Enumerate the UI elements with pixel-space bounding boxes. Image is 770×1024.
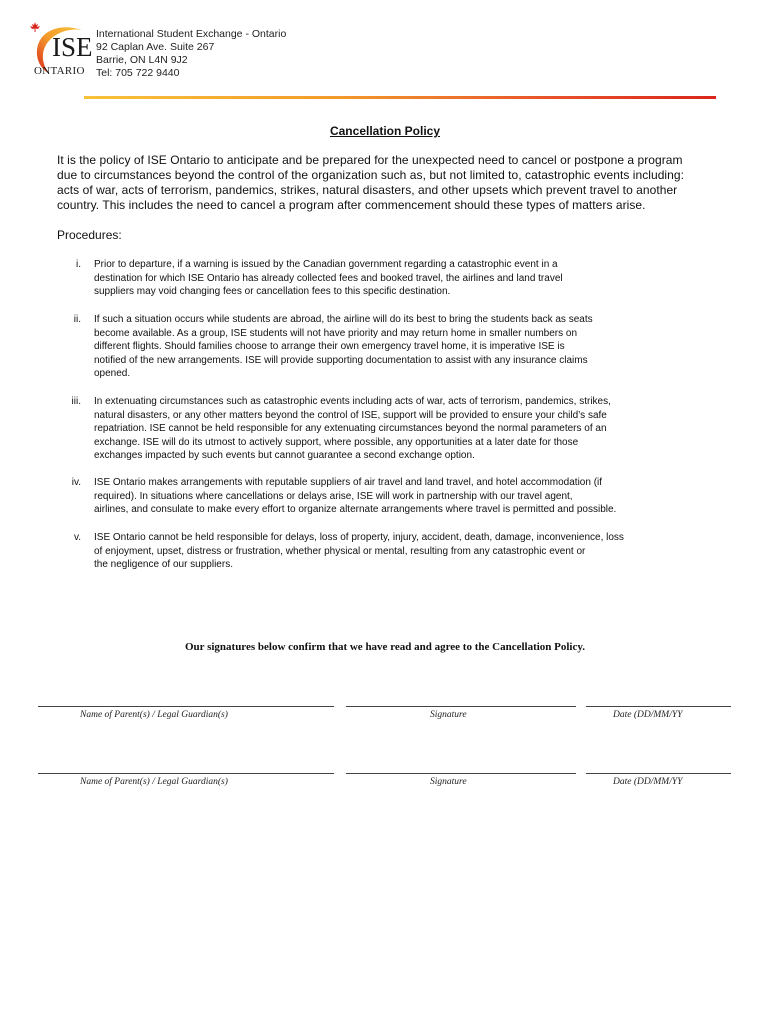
signature-field-line[interactable]	[346, 773, 576, 774]
item-number: ii.	[73, 314, 81, 325]
item-line: become available. As a group, ISE students will not have priority and may return home in smaller numbers on	[94, 327, 578, 339]
item-line: exchange. ISE will do its utmost to actively support, where possible, any opportunities at a later date for those	[94, 436, 579, 448]
item-number: i.	[76, 259, 81, 270]
signature-label: Signature	[430, 710, 467, 720]
letterhead	[30, 22, 720, 100]
item-line: If such a situation occurs while students are abroad, the airline will do its best to bring the students back as seats	[94, 314, 593, 325]
item-line: ISE Ontario makes arrangements with reputable suppliers of air travel and land travel, and hotel accommodation (if	[94, 477, 603, 488]
name-label: Name of Parent(s) / Legal Guardian(s)	[80, 710, 228, 720]
ise-ontario-logo	[30, 22, 106, 94]
item-line: destination for which ISE Ontario has already collected fees and booked travel, the airlines and land travel	[94, 272, 563, 284]
item-line: natural disasters, or any other matters beyond the control of ISE, support will be provided to ensure your child’s safe	[94, 409, 607, 421]
intro-line: due to circumstances beyond the control of the organization such as, but not limited to, catastrophic events including:	[57, 168, 684, 182]
item-line: required). In situations where cancellations or delays arise, ISE will work in partnership with our travel agent,	[94, 490, 573, 502]
item-number: iii.	[71, 396, 81, 407]
address-line: 92 Caplan Ave. Suite 267	[96, 41, 215, 53]
signature-row	[38, 706, 738, 736]
item-number: iv.	[71, 477, 81, 488]
item-line: notified of the new arrangements. ISE will provide supporting documentation to assist with any insurance claims	[94, 354, 588, 366]
intro-line: country. This includes the need to cancel a program after commencement should these types of matters arise.	[57, 198, 646, 212]
address-line: International Student Exchange - Ontario	[96, 28, 287, 40]
item-text	[94, 258, 704, 299]
item-text	[94, 531, 704, 572]
intro-line: acts of war, acts of terrorism, pandemics, strikes, natural disasters, and other upsets which prevent travel to another	[57, 183, 678, 197]
name-field-line[interactable]	[38, 706, 334, 707]
item-line: suppliers may void changing fees or cancellation fees to this specific destination.	[94, 286, 451, 298]
signature-row	[38, 773, 738, 803]
signature-confirmation: Our signatures below confirm that we have read and agree to the Cancellation Policy.	[184, 641, 586, 653]
organization-address	[96, 28, 286, 80]
item-line: ISE Ontario cannot be held responsible for delays, loss of property, injury, accident, death, damage, inconvenience, loss	[94, 532, 624, 543]
item-line: opened.	[94, 368, 131, 380]
address-line: Barrie, ON L4N 9J2	[96, 54, 188, 66]
item-text	[94, 476, 704, 517]
phone-line: Tel: 705 722 9440	[96, 67, 180, 79]
item-line: exchanges impacted by such events but cannot guarantee a second exchange option.	[94, 450, 475, 462]
item-text	[94, 395, 704, 463]
date-field-line[interactable]	[586, 706, 731, 707]
item-line: different flights. Should families choose to arrange their own emergency travel home, it is imperative ISE is	[94, 341, 565, 353]
item-line: repatriation. ISE cannot be held responsible for any extenuating circumstances beyond the normal parameters of an	[94, 423, 607, 435]
item-text	[94, 313, 704, 381]
date-label: Date (DD/MM/YY	[613, 777, 683, 787]
item-line: airlines, and consulate to make every effort to organize alternate arrangements where travel is permitted and possible.	[94, 504, 617, 516]
logo-ontario-text: ONTARIO	[34, 65, 85, 77]
maple-leaf-icon	[30, 22, 40, 32]
item-line: Prior to departure, if a warning is issued by the Canadian government regarding a catastrophic event in a	[94, 259, 558, 270]
name-label: Name of Parent(s) / Legal Guardian(s)	[80, 777, 228, 787]
date-label: Date (DD/MM/YY	[613, 710, 683, 720]
date-field-line[interactable]	[586, 773, 731, 774]
signature-label: Signature	[430, 777, 467, 787]
logo-ise-text: ISE	[52, 32, 93, 62]
name-field-line[interactable]	[38, 773, 334, 774]
policy-intro	[57, 153, 722, 213]
item-line: In extenuating circumstances such as catastrophic events including acts of war, acts of terrorism, pandemics, strikes,	[94, 396, 611, 407]
item-number: v.	[73, 532, 81, 543]
intro-line: It is the policy of ISE Ontario to anticipate and be prepared for the unexpected need to cancel or postpone a program	[57, 153, 683, 167]
signature-field-line[interactable]	[346, 706, 576, 707]
document-title: Cancellation Policy	[329, 124, 441, 138]
header-divider	[84, 96, 716, 99]
procedures-heading: Procedures:	[57, 228, 122, 242]
item-line: the negligence of our suppliers.	[94, 559, 233, 571]
item-line: of enjoyment, upset, distress or frustration, whether physical or mental, resulting from any catastrophic event or	[94, 545, 586, 557]
